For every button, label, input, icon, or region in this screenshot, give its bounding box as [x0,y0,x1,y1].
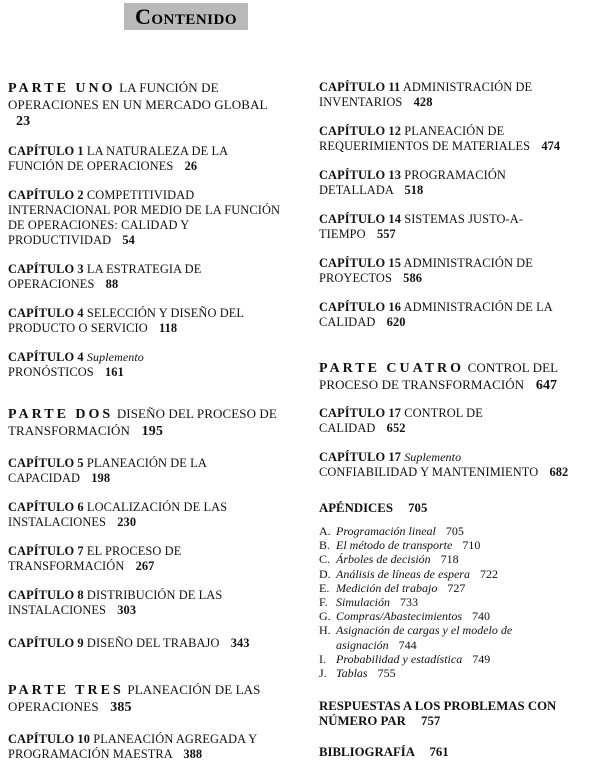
toc-chapter-entry[interactable]: CAPÍTULO 2 COMPETITIVIDAD INTERNACIONAL POR MEDIO DE LA FUNCIÓN DE OPERACIONES: CALIDAD Y PRODUCTIVIDAD 54 [8,188,281,247]
toc-chapter-entry[interactable]: CAPÍTULO 10 PLANEACIÓN AGREGADA Y PROGRAMACIÓN MAESTRA 388 [8,732,257,761]
toc-chapter-entry[interactable]: CAPÍTULO 4 SELECCIÓN Y DISEÑO DEL PRODUCTO O SERVICIO 118 [8,306,244,335]
toc-chapter-entry[interactable]: CAPÍTULO 11 ADMINISTRACIÓN DE INVENTARIOS 428 [319,80,533,109]
toc-chapter-entry[interactable]: CAPÍTULO 3 LA ESTRATEGIA DE OPERACIONES 88 [8,262,202,291]
toc-chapter-entry[interactable]: CAPÍTULO 17 CONTROL DE CALIDAD 652 [319,406,483,435]
appendix-item[interactable]: F. Simulación 733 [319,595,418,610]
toc-chapter-entry[interactable]: CAPÍTULO 6 LOCALIZACIÓN DE LAS INSTALACIONES 230 [8,500,228,529]
appendix-item[interactable]: H. Asignación de cargas y el modelo de asignación 744 [319,623,513,652]
title-banner [124,3,248,30]
appendix-item[interactable]: I. Probabilidad y estadística 749 [319,651,491,666]
toc-part-entry[interactable]: PARTE DOS DISEÑO DEL PROCESO DE TRANSFORMACIÓN 195 [8,406,277,439]
toc-part-entry[interactable]: PARTE TRES PLANEACIÓN DE LAS OPERACIONES 385 [8,682,261,715]
bibliography-heading[interactable]: BIBLIOGRAFÍA 761 [319,745,449,759]
appendix-item[interactable]: J. Tablas 755 [319,666,396,681]
appendix-item[interactable]: B. El método de transporte 710 [319,538,481,553]
appendix-item[interactable]: A. Programación lineal 705 [319,524,464,538]
toc-chapter-entry[interactable]: CAPÍTULO 5 PLANEACIÓN DE LA CAPACIDAD 198 [8,456,207,485]
appendix-item[interactable]: D. Análisis de líneas de espera 722 [319,566,498,581]
appendix-list [319,524,597,680]
appendices-heading[interactable]: APÉNDICES 705 [319,501,428,515]
toc-chapter-entry[interactable]: CAPÍTULO 13 PROGRAMACIÓN DETALLADA 518 [319,168,506,197]
appendix-item[interactable]: G. Compras/Abastecimientos 740 [319,609,490,624]
toc-chapter-entry[interactable]: CAPÍTULO 8 DISTRIBUCIÓN DE LAS INSTALACIONES 303 [8,588,223,617]
toc-chapter-entry[interactable]: CAPÍTULO 12 PLANEACIÓN DE REQUERIMIENTOS DE MATERIALES 474 [319,124,561,153]
appendix-item[interactable]: E. Medición del trabajo 727 [319,580,466,595]
toc-part-entry[interactable]: PARTE UNO LA FUNCIÓN DE OPERACIONES EN UN MERCADO GLOBAL 23 [8,80,268,129]
toc-chapter-entry[interactable]: CAPÍTULO 15 ADMINISTRACIÓN DE PROYECTOS 586 [319,256,533,285]
toc-chapter-entry[interactable]: CAPÍTULO 16 ADMINISTRACIÓN DE LA CALIDAD 620 [319,300,553,329]
toc-chapter-entry[interactable]: CAPÍTULO 1 LA NATURALEZA DE LA FUNCIÓN DE OPERACIONES 26 [8,144,228,173]
toc-chapter-entry[interactable]: CAPÍTULO 9 DISEÑO DEL TRABAJO 343 [8,636,250,650]
toc-chapter-entry[interactable]: CAPÍTULO 14 SISTEMAS JUSTO-A-TIEMPO 557 [319,212,524,241]
answers-heading[interactable]: RESPUESTAS A LOS PROBLEMAS CON NÚMERO PAR 757 [319,699,557,728]
page-title: Contenido [134,3,238,29]
toc-part-entry[interactable]: PARTE CUATRO CONTROL DEL PROCESO DE TRANSFORMACIÓN 647 [319,360,558,393]
toc-supplement-entry[interactable]: CAPÍTULO 4 Suplemento PRONÓSTICOS 161 [8,350,144,379]
toc-supplement-entry[interactable]: CAPÍTULO 17 Suplemento CONFIABILIDAD Y MANTENIMIENTO 682 [319,450,569,479]
toc-chapter-entry[interactable]: CAPÍTULO 7 EL PROCESO DE TRANSFORMACIÓN 267 [8,544,182,573]
appendix-item[interactable]: C. Árboles de decisión 718 [319,552,459,567]
